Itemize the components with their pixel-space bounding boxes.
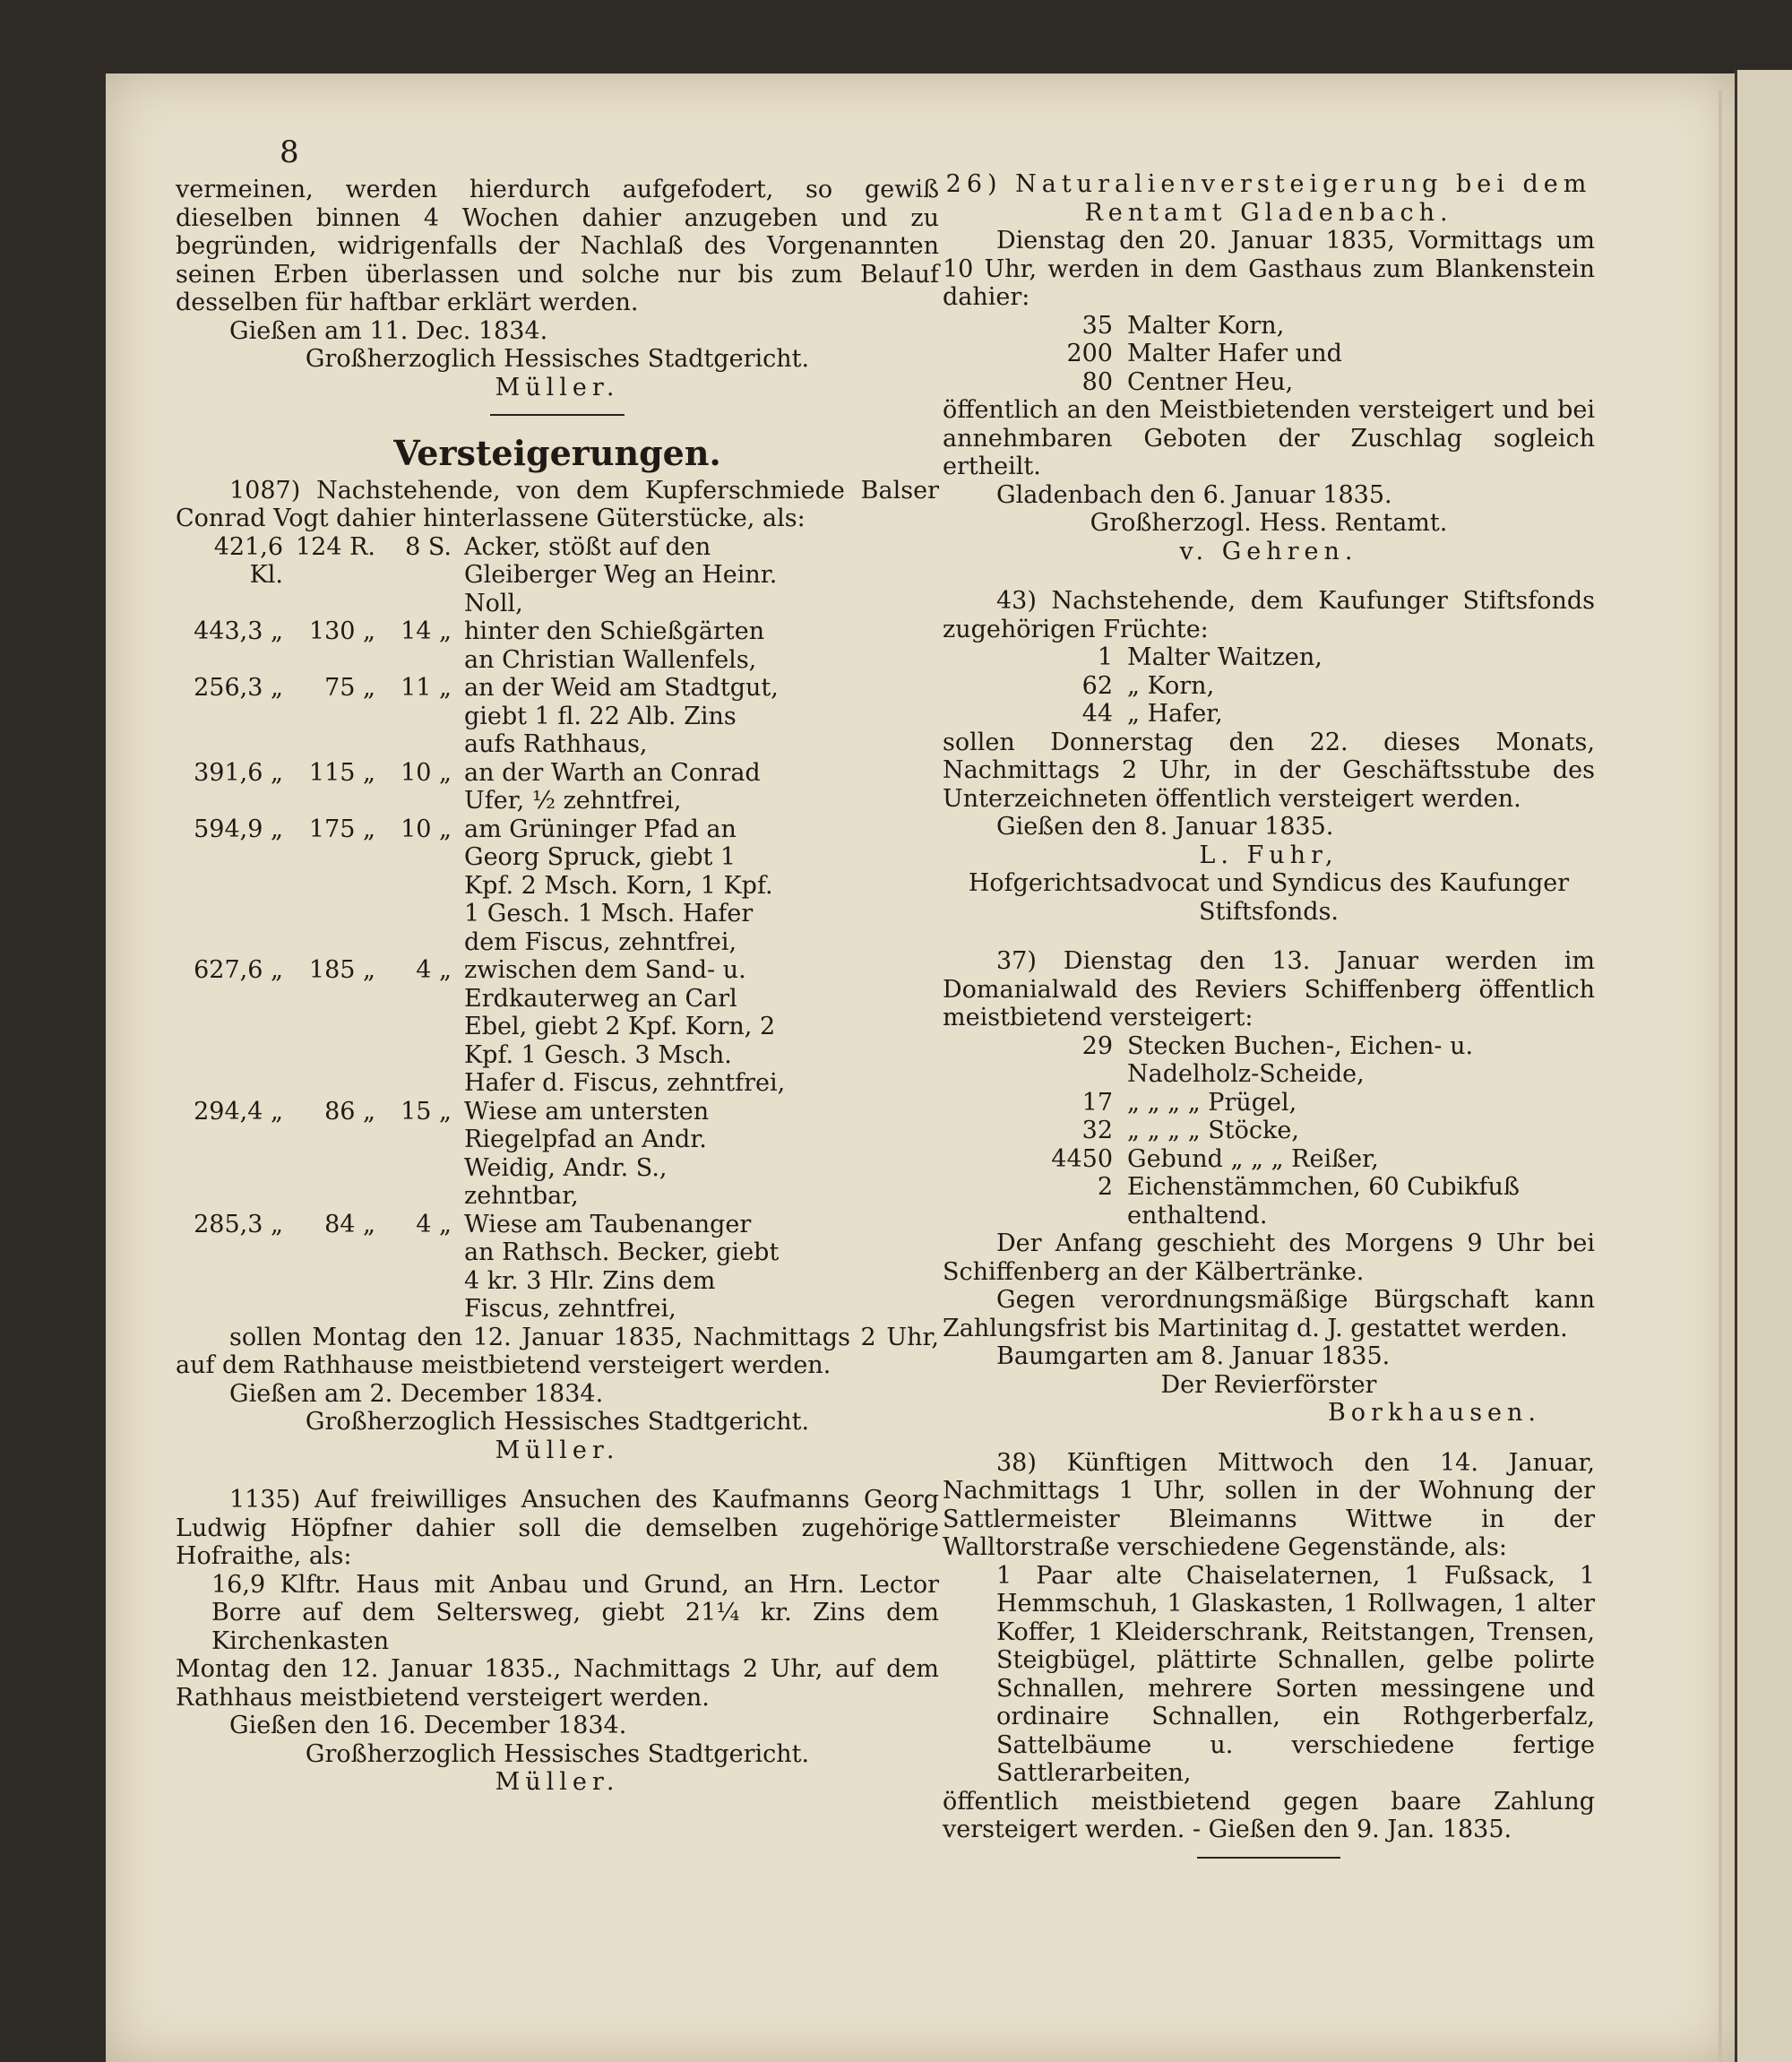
item-description: Malter Waitzen, (1127, 643, 1322, 671)
item-quantity: 62 (1081, 671, 1113, 700)
notice-26-items (943, 312, 1342, 397)
notice-37-items (943, 1032, 1595, 1230)
lot-rods: 124 R. (295, 532, 375, 561)
notice-1135-place-date: Gießen den 16. December 1834. (229, 1712, 627, 1739)
item-description: „ „ „ „ Stöcke, (1127, 1117, 1299, 1144)
item-quantity: 80 (1081, 367, 1113, 396)
lot-description: Acker, stößt auf den Gleiberger Weg an Heinr. Noll, (464, 532, 778, 617)
notice-1135-court: Großherzoglich Hessisches Stadtgericht. (305, 1739, 810, 1768)
list-item (943, 643, 1322, 672)
lot-area: 421,6 Kl. (213, 532, 283, 589)
table-row (176, 759, 787, 815)
notice-1087-place-date: Gießen am 2. December 1834. (229, 1379, 604, 1408)
lot-shoes: 10 „ (401, 758, 452, 787)
table-row (176, 617, 787, 674)
notice-26-signature: v. Gehren. (1179, 537, 1358, 565)
end-divider (1197, 1857, 1340, 1859)
notice-1087-closing: sollen Montag den 12. Januar 1835, Nachmittags 2 Uhr, auf dem Rathhause meistbietend versteigert werden. (176, 1323, 939, 1379)
lot-description: an der Weid am Stadtgut, giebt 1 fl. 22 Alb. Zins aufs Rathhaus, (464, 674, 779, 758)
notice-38-items: 1 Paar alte Chaiselaternen, 1 Fußsack, 1 Hemmschuh, 1 Glaskasten, 1 Rollwagen, 1 alter Koffer, 1 Kleiderschrank, Reitstangen, Trensen, Steigbügel, plättirte Schnallen, gelbe polirte Schnallen, mehrere Sorten messingene und ordinaire Schnallen, ein Rothgerberfalz, Sattelbäume u. verschiedene fertige Sattlerarbeiten, (996, 1561, 1595, 1787)
item-quantity: 200 (1066, 340, 1113, 367)
item-description: „ Hafer, (1127, 700, 1223, 728)
list-item (943, 1032, 1595, 1089)
notice-26-text: Dienstag den 20. Januar 1835, Vormittags um 10 Uhr, werden in dem Gasthaus zum Blankenstein dahier: (943, 227, 1595, 311)
item-quantity: 44 (1081, 700, 1113, 728)
lot-area: 256,3 „ (194, 674, 283, 702)
lot-description: an der Warth an Conrad Ufer, ½ zehntfrei, (464, 758, 761, 815)
notice-1135-signature: Müller. (495, 1768, 620, 1796)
lot-shoes: 15 „ (401, 1097, 452, 1126)
lot-shoes: 4 „ (416, 956, 452, 984)
lot-description: hinter den Schießgärten an Christian Wallenfels, (464, 617, 765, 674)
item-quantity: 17 (1081, 1088, 1113, 1117)
notice-37-signature: Borkhausen. (1327, 1399, 1541, 1427)
notice-43-title: Hofgerichtsadvocat und Syndicus des Kaufunger Stiftsfonds. (968, 869, 1570, 926)
lot-description: am Grüninger Pfad an Georg Spruck, giebt 1 Kpf. 2 Msch. Korn, 1 Kpf. 1 Gesch. 1 Msch. Hafer dem Fiscus, zehntfrei, (464, 815, 773, 956)
table-row (176, 1098, 787, 1211)
item-description: Gebund „ „ „ Reißer, (1127, 1144, 1379, 1173)
notice-43-text: 43) Nachstehende, dem Kaufunger Stiftsfonds zugehörigen Früchte: (943, 587, 1595, 643)
lot-rods: 84 „ (324, 1210, 375, 1238)
lot-rods: 115 „ (308, 758, 375, 787)
item-description: Malter Hafer und (1127, 340, 1342, 367)
notice-37-office: Der Revierförster (1160, 1370, 1377, 1399)
notice-38-closing: öffentlich meistbietend gegen baare Zahlung versteigert werden. - Gießen den 9. Jan. 1835. (943, 1787, 1595, 1843)
list-item (943, 700, 1322, 729)
intro-place-date: Gießen am 11. Dec. 1834. (229, 316, 548, 345)
item-description: Centner Heu, (1127, 367, 1294, 396)
lot-description: Wiese am untersten Riegelpfad an Andr. Weidig, Andr. S., zehntbar, (464, 1097, 710, 1210)
list-item (943, 1145, 1595, 1174)
right-column (943, 170, 1595, 1871)
notice-1135-closing: Montag den 12. Januar 1835., Nachmittags 2 Uhr, auf dem Rathhaus meistbietend versteigert werden. (176, 1655, 939, 1712)
list-item (943, 340, 1342, 368)
notice-37-place-date: Baumgarten am 8. Januar 1835. (996, 1342, 1391, 1370)
section-heading: Versteigerungen. (393, 433, 721, 473)
list-item (943, 312, 1342, 341)
list-item (943, 672, 1322, 701)
intro-text: vermeinen, werden hierdurch aufgefodert, so gewiß dieselben binnen 4 Wochen dahier anzugeben und zu begründen, widrigenfalls der Nachlaß des Vorgenannten seinen Erben überlassen und solche nur bis zum Belauf desselben für haftbar erklärt werden. (176, 176, 939, 316)
lot-rods: 175 „ (308, 815, 375, 843)
item-quantity: 32 (1081, 1117, 1113, 1144)
table-row (176, 1211, 787, 1324)
lot-rods: 75 „ (324, 674, 375, 702)
item-quantity: 29 (1081, 1031, 1113, 1060)
notice-43-items (943, 643, 1322, 729)
lot-area: 627,6 „ (194, 956, 283, 984)
list-item (943, 1117, 1595, 1145)
lot-area: 294,4 „ (194, 1097, 283, 1126)
lot-rods: 130 „ (308, 617, 375, 645)
left-column (176, 143, 939, 1797)
item-description: „ „ „ „ Prügel, (1127, 1088, 1297, 1117)
lot-shoes: 4 „ (416, 1210, 452, 1238)
notice-26-title-1: 26) Naturalienversteigerung bei dem (945, 170, 1592, 198)
item-description: Stecken Buchen-, Eichen- u. Nadelholz-Scheide, (1127, 1031, 1474, 1088)
notice-26-place-date: Gladenbach den 6. Januar 1835. (996, 480, 1392, 509)
notice-38-text: 38) Künftigen Mittwoch den 14. Januar, Nachmittags 1 Uhr, sollen in der Wohnung der Sattlermeister Bleimanns Wittwe in der Walltorstraße verschiedene Gegenstände, als: (943, 1448, 1595, 1561)
item-description: Eichenstämmchen, 60 Cubikfuß enthaltend. (1127, 1173, 1520, 1229)
lot-area: 443,3 „ (194, 617, 283, 645)
notice-43-signature: L. Fuhr, (1199, 841, 1339, 869)
page-edge-line (1719, 90, 1722, 2062)
notice-37-text: 37) Dienstag den 13. Januar werden im Domanialwald des Reviers Schiffenberg öffentlich meistbietend versteigert: (943, 947, 1595, 1031)
notice-37-terms: Gegen verordnungsmäßige Bürgschaft kann Zahlungsfrist bis Martinitag d. J. gestattet werden. (943, 1286, 1595, 1342)
lot-area: 594,9 „ (194, 815, 283, 843)
lot-description: zwischen dem Sand- u. Erdkauterweg an Carl Ebel, giebt 2 Kpf. Korn, 2 Kpf. 1 Gesch. 3 Msch. Hafer d. Fiscus, zehntfrei, (464, 956, 786, 1097)
lot-shoes: 11 „ (401, 674, 452, 702)
lots-table (176, 533, 787, 1324)
intro-signature: Müller. (495, 373, 620, 401)
notice-1135-item: 16,9 Klftr. Haus mit Anbau und Grund, an Hrn. Lector Borre auf dem Seltersweg, giebt 21¼ kr. Zins dem Kirchenkasten (211, 1570, 939, 1655)
lot-rods: 86 „ (324, 1097, 375, 1126)
notice-1087-text: 1087) Nachstehende, von dem Kupferschmiede Balser Conrad Vogt dahier hinterlassene Güterstücke, als: (176, 476, 939, 532)
list-item (943, 368, 1342, 397)
notice-26-title-2: Rentamt Gladenbach. (1084, 198, 1453, 227)
item-quantity: 1 (1097, 643, 1113, 671)
table-row (176, 956, 787, 1098)
notice-37-start: Der Anfang geschieht des Morgens 9 Uhr bei Schiffenberg an der Kälbertränke. (943, 1229, 1595, 1286)
lot-shoes: 8 S. (405, 532, 452, 561)
lot-rods: 185 „ (308, 956, 375, 984)
table-row (176, 815, 787, 957)
notice-43-closing: sollen Donnerstag den 22. dieses Monats, Nachmittags 2 Uhr, in der Geschäftsstube des Unterzeichneten öffentlich versteigert werden. (943, 728, 1595, 813)
notice-43-place-date: Gießen den 8. Januar 1835. (996, 813, 1334, 841)
intro-court: Großherzoglich Hessisches Stadtgericht. (305, 345, 810, 373)
item-quantity: 4450 (1051, 1144, 1113, 1173)
item-quantity: 35 (1081, 311, 1113, 340)
next-page-edge (1735, 70, 1792, 2062)
lot-area: 391,6 „ (194, 758, 283, 787)
lot-shoes: 10 „ (401, 815, 452, 843)
item-quantity: 2 (1097, 1173, 1113, 1201)
lot-area: 285,3 „ (194, 1210, 283, 1238)
table-row (176, 674, 787, 759)
notice-1135-text: 1135) Auf freiwilliges Ansuchen des Kaufmanns Georg Ludwig Höpfner dahier soll die demselben zugehörige Hofraithe, als: (176, 1486, 939, 1570)
table-row (176, 533, 787, 618)
page-number: 8 (280, 134, 299, 170)
divider (490, 414, 625, 416)
notice-26-office: Großherzogl. Hess. Rentamt. (1090, 509, 1448, 537)
lot-description: Wiese am Taubenanger an Rathsch. Becker, giebt 4 kr. 3 Hlr. Zins dem Fiscus, zehntfrei, (464, 1210, 780, 1323)
item-description: Malter Korn, (1127, 311, 1285, 340)
list-item (943, 1089, 1595, 1117)
notice-1087-court: Großherzoglich Hessisches Stadtgericht. (305, 1408, 810, 1436)
lot-shoes: 14 „ (401, 617, 452, 645)
notice-26-closing: öffentlich an den Meistbietenden versteigert und bei annehmbaren Geboten der Zuschlag sogleich ertheilt. (943, 396, 1595, 480)
notice-1087-signature: Müller. (495, 1436, 620, 1464)
list-item (943, 1173, 1595, 1229)
item-description: „ Korn, (1127, 671, 1215, 700)
